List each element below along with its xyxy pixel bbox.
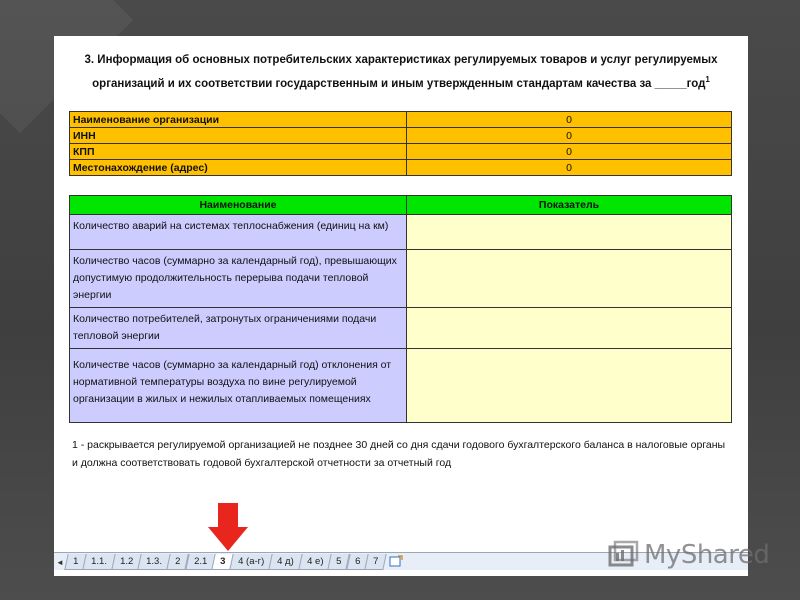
sheet-tabs [66, 554, 384, 570]
title-line-2-text: организаций и их соответствии государственным и иным утвержденным стандартам качества за _____год [92, 77, 706, 90]
sheet-tab[interactable] [269, 554, 303, 570]
indicator-row [70, 250, 732, 308]
indicators-header-row [70, 196, 732, 215]
sheet-tab-label: 1.3. [146, 556, 163, 567]
sheet-tab-label: 6 [354, 556, 360, 567]
red-down-arrow-icon [208, 503, 248, 551]
indicator-value-cell[interactable] [407, 349, 732, 423]
org-value-cell[interactable]: 0 [407, 112, 732, 128]
org-row [70, 112, 732, 128]
sheet-tab-label: 3 [219, 556, 226, 567]
sheet-tab-label: 2.1 [193, 556, 207, 567]
org-row [70, 144, 732, 160]
org-label-cell[interactable]: КПП [70, 144, 407, 160]
sheet-tab-label: 7 [372, 556, 379, 567]
sheet-tab-label: 1.1. [91, 556, 108, 567]
org-label-cell[interactable]: ИНН [70, 128, 407, 144]
indicators-table [69, 195, 732, 423]
indicator-row [70, 349, 732, 423]
insert-sheet-glyph [389, 555, 403, 567]
title-line-1: 3. Информация об основных потребительских характеристиках регулируемых товаров и услуг регулируемых [84, 54, 718, 66]
sheet-tab-label: 5 [336, 556, 342, 567]
org-label-cell[interactable]: Наименование организации [70, 112, 407, 128]
indicator-name-cell[interactable]: Количество аварий на системах теплоснабжения (единиц на км) [70, 215, 407, 250]
org-row [70, 160, 732, 176]
tab-scroll-left-icon[interactable]: ◄ [56, 558, 64, 567]
title-footnote-mark: 1 [705, 75, 710, 84]
insert-sheet-icon[interactable] [384, 555, 408, 570]
organization-table [69, 111, 732, 176]
indicator-value-cell[interactable] [407, 308, 732, 349]
spreadsheet-sheet [54, 36, 748, 576]
sheet-tab-label: 4 д) [277, 556, 294, 567]
org-label-cell[interactable]: Местонахождение (адрес) [70, 160, 407, 176]
watermark-text: MyShared [644, 540, 770, 570]
sheet-tab-label: 2 [175, 556, 181, 567]
org-value-cell[interactable]: 0 [407, 128, 732, 144]
myshared-logo-icon [606, 539, 640, 571]
indicator-value-cell[interactable] [407, 215, 732, 250]
title-line-2 [68, 70, 734, 94]
indicator-name-cell[interactable]: Количестве часов (суммарно за календарный год) отклонения от нормативной температуры воздуха по вине регулируемой организации в жилых и нежилых отапливаемых помещениях [70, 349, 407, 423]
indicator-row [70, 308, 732, 349]
sheet-tab[interactable] [364, 554, 387, 570]
sheet-tab[interactable] [229, 554, 273, 570]
sheet-tab-label: 4 е) [306, 556, 324, 567]
indicator-row [70, 215, 732, 250]
org-row [70, 128, 732, 144]
header-name-cell[interactable]: Наименование [70, 196, 407, 215]
indicator-name-cell[interactable]: Количество часов (суммарно за календарный год), превышающих допустимую продолжительность перерыва подачи тепловой энергии [70, 250, 407, 308]
watermark [606, 538, 769, 572]
sheet-tab-label: 1.2 [120, 556, 134, 567]
indicator-value-cell[interactable] [407, 250, 732, 308]
org-value-cell[interactable]: 0 [407, 144, 732, 160]
header-value-cell[interactable]: Показатель [407, 196, 732, 215]
org-value-cell[interactable]: 0 [407, 160, 732, 176]
indicator-name-cell[interactable]: Количество потребителей, затронутых ограничениями подачи тепловой энергии [70, 308, 407, 349]
page-title [68, 50, 734, 94]
sheet-tab-label: 4 (а-г) [238, 556, 265, 567]
sheet-tab-label: 1 [73, 556, 79, 567]
footnote: 1 - раскрывается регулируемой организацией не позднее 30 дней со дня сдачи годового бухгалтерского баланса в налоговые органы и должна соответствовать годовой бухгалтерской отчетности за отчетный год [72, 439, 726, 469]
